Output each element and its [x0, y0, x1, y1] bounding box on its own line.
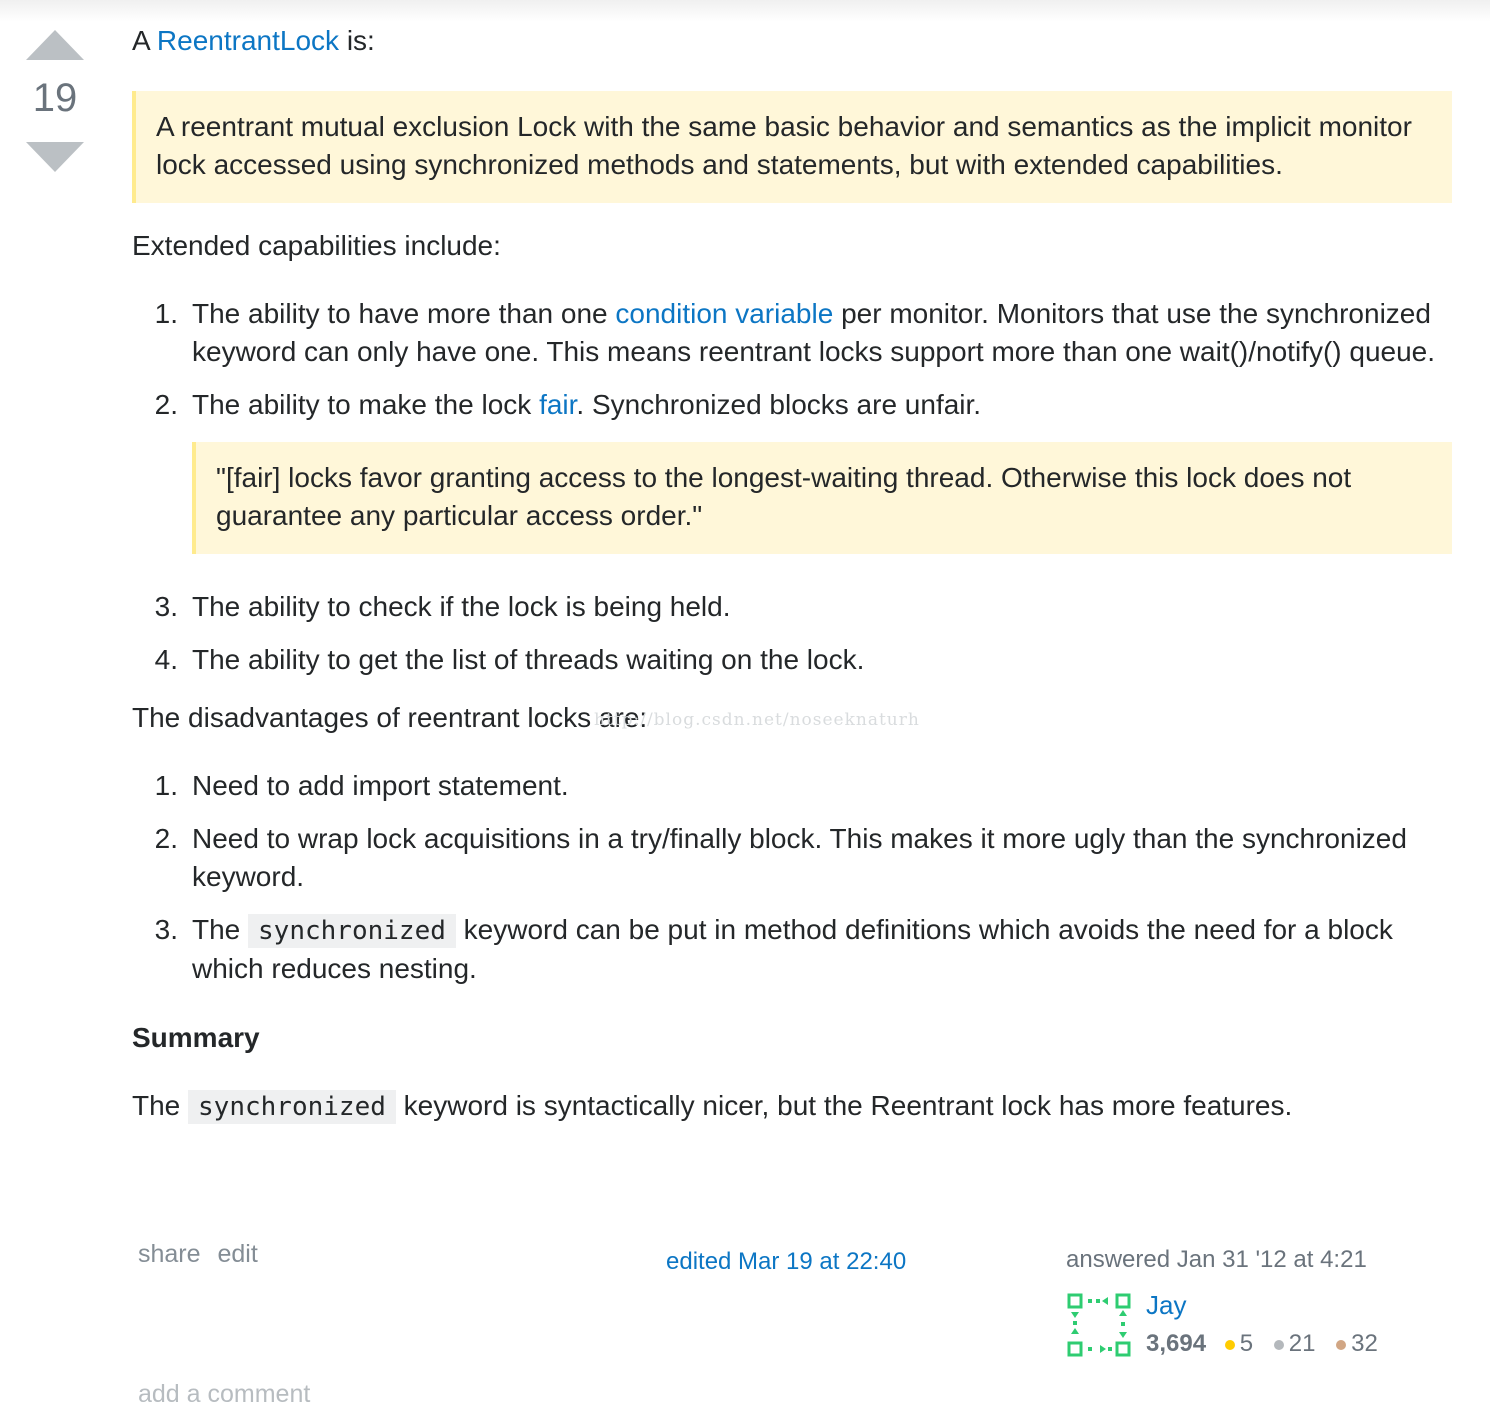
add-comment-link[interactable]: add a comment — [138, 1380, 311, 1408]
extended-capabilities-heading: Extended capabilities include: — [132, 230, 501, 261]
intro-paragraph: A ReentrantLock is: — [132, 25, 375, 56]
user-signature — [1066, 1246, 1396, 1372]
user-avatar-icon[interactable] — [1066, 1292, 1132, 1358]
upvote-arrow-icon[interactable] — [26, 30, 84, 60]
watermark: http://blog.csdn.net/noseeknaturh — [594, 710, 920, 730]
reputation-row — [1146, 1330, 1378, 1358]
reputation-score: 3,694 — [1146, 1330, 1207, 1357]
disadvantages-heading: The disadvantages of reentrant locks are: — [132, 702, 648, 733]
vote-count: 19 — [32, 76, 78, 120]
post-menu — [138, 1240, 268, 1269]
list-item: 4. The ability to get the list of threads waiting on the lock. — [154, 644, 865, 675]
summary-heading: Summary — [132, 1022, 260, 1053]
disadvantages-list — [132, 767, 1452, 988]
user-name-link[interactable]: Jay — [1146, 1290, 1187, 1320]
bronze-badge-icon — [1336, 1340, 1346, 1350]
inline-code: synchronized — [248, 914, 456, 948]
fair-link[interactable]: fair — [539, 389, 577, 420]
capabilities-list — [132, 295, 1452, 679]
condition-variable-link[interactable]: condition variable — [615, 298, 834, 329]
list-item: 1. The ability to have more than one condition variable per monitor. Monitors that use the synchronized keyword can only have one. This means reentrant locks support more than one wait()/notify() queue. — [154, 298, 1436, 367]
blockquote-fair: "[fair] locks favor granting access to the longest-waiting thread. Otherwise this lock does not guarantee any particular access order." — [192, 442, 1452, 554]
edited-timestamp-link[interactable]: edited Mar 19 at 22:40 — [666, 1248, 907, 1275]
edit-link[interactable]: edit — [217, 1240, 258, 1268]
answered-timestamp: answered Jan 31 '12 at 4:21 — [1066, 1246, 1367, 1273]
silver-badge-icon — [1274, 1340, 1284, 1350]
list-item: 2. Need to wrap lock acquisitions in a try/finally block. This makes it more ugly than the synchronized keyword. — [154, 823, 1407, 892]
bronze-badge-count: 32 — [1351, 1330, 1378, 1357]
reentrantlock-link[interactable]: ReentrantLock — [156, 25, 340, 56]
user-info — [1066, 1282, 1396, 1372]
inline-code: synchronized — [188, 1090, 396, 1124]
share-link[interactable]: share — [138, 1240, 201, 1268]
gold-badge-count: 5 — [1239, 1330, 1254, 1357]
blockquote-definition: A reentrant mutual exclusion Lock with the same basic behavior and semantics as the implicit monitor lock accessed using synchronized methods and statements, but with extended capabilities. — [132, 91, 1452, 203]
summary-paragraph: The synchronized keyword is syntactically nicer, but the Reentrant lock has more features. — [132, 1090, 1293, 1122]
vote-panel — [18, 30, 92, 172]
list-item: 3. The synchronized keyword can be put in method definitions which avoids the need for a block which reduces nesting. — [154, 914, 1393, 984]
top-shadow — [0, 0, 1490, 22]
downvote-arrow-icon[interactable] — [26, 142, 84, 172]
answer-body — [132, 20, 1452, 1126]
list-item: 1. Need to add import statement. — [154, 770, 569, 801]
silver-badge-count: 21 — [1288, 1330, 1316, 1357]
list-item: 2. The ability to make the lock fair. Synchronized blocks are unfair. "[fair] locks favor granting access to the longest-waiting thread. Otherwise this lock does not guarantee any particular access order." — [132, 386, 1452, 554]
gold-badge-icon — [1225, 1340, 1235, 1350]
list-item: 3. The ability to check if the lock is being held. — [154, 591, 731, 622]
